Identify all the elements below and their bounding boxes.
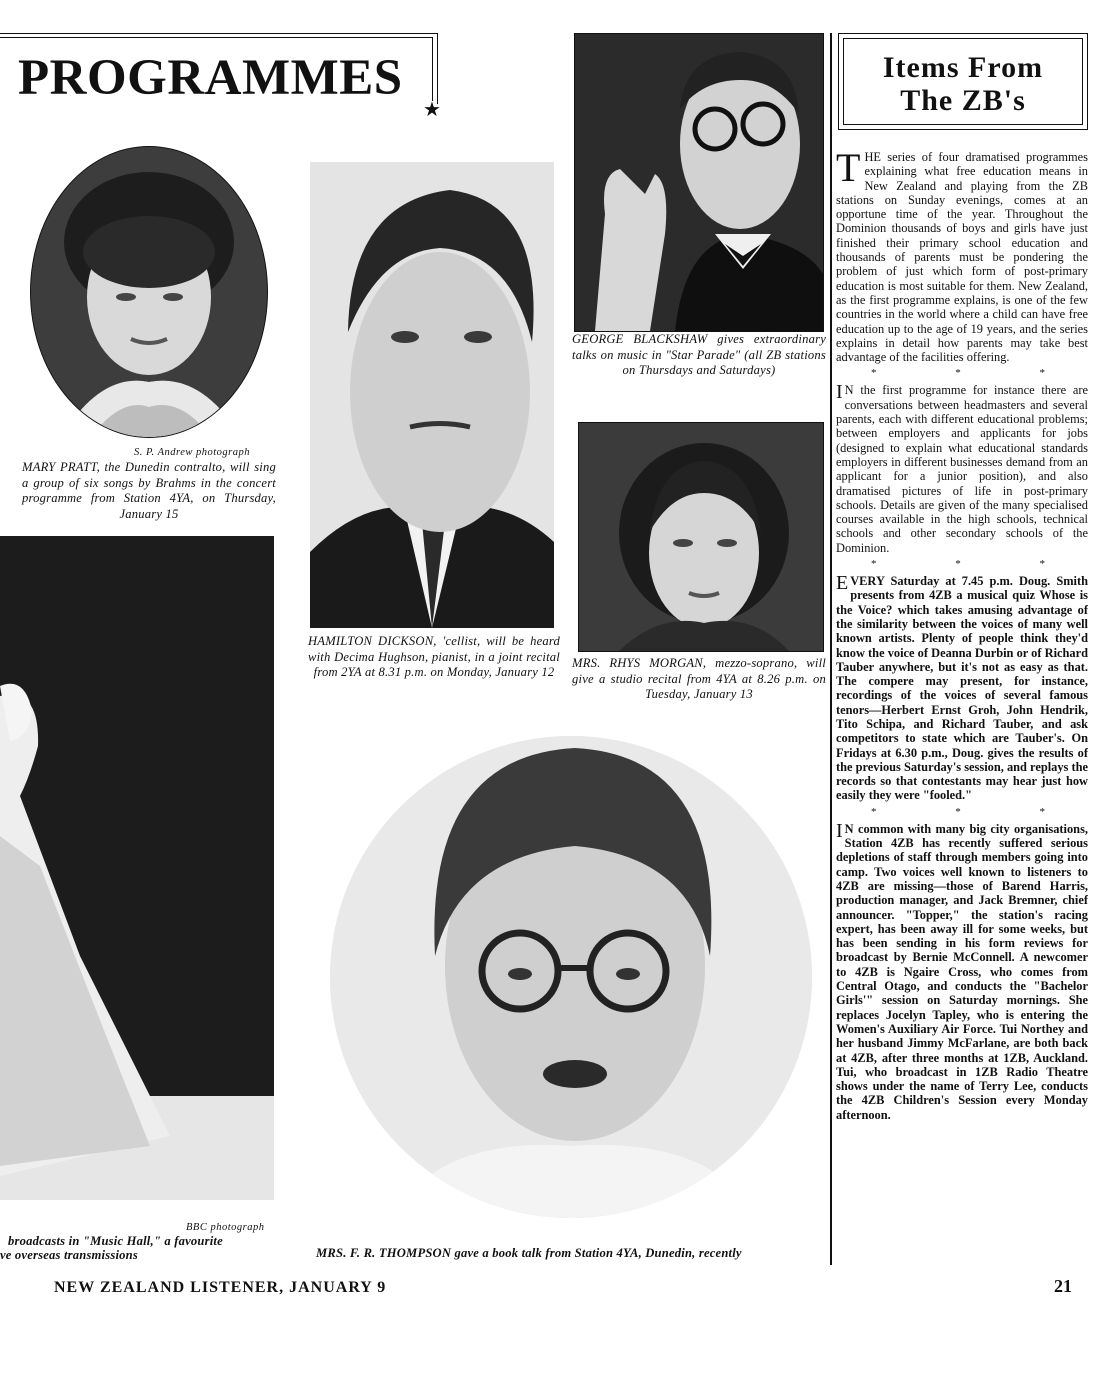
- photo-rhys-morgan: [578, 422, 824, 652]
- caption-george-blackshaw: GEORGE BLACKSHAW gives extraordinary talks on music in "Star Parade" (all ZB stations on Thursdays and Saturdays): [572, 332, 826, 377]
- section-separator: * * *: [871, 558, 1083, 571]
- sidebar-paragraph-4: I N common with many big city organisations, Station 4ZB has recently suffered serious depletions of staff through members going into camp. Two voices well known to listeners to 4ZB are missing—those of Barend Harris, production manager, and Jack Bremner, chief announcer. "Topper," the station's racing expert, has been away ill for some weeks, but has been sending in his form reviews for broadcast by Bernie McConnell. A newcomer to 4ZB is Ngaire Cross, who comes from Central Otago, and conducts the "Bachelor Girls'" session on Saturday mornings. She replaces Jocelyn Tapley, who is entering the Women's Auxiliary Air Force. Tui Northey and her husband Jimmy McFarlane, are both back at 4ZB, after three months at 1ZB, Auckland. Tui, who broadcast in 1ZB Radio Theatre shows under the name of Terry Lee, conducts the 4ZB Children's Session every Monday afternoon.: [836, 819, 1088, 1122]
- caption-mary-pratt: MARY PRATT, the Dunedin contralto, will sing a group of six songs by Brahms in the concert programme from Station 4YA, on Thursday, January 15: [22, 460, 276, 521]
- column-rule: [830, 33, 832, 1265]
- photo-thompson: [330, 736, 812, 1218]
- section-separator: * * *: [871, 367, 1083, 380]
- photo-george-blackshaw: [574, 33, 824, 332]
- page-number: 21: [1054, 1276, 1072, 1296]
- sidebar-title-line1: Items From: [882, 51, 1044, 84]
- sidebar-paragraph-2: I N the first programme for instance there are conversations between headmasters and several parents, each with different educational problems; between employers and applicants for jobs (designed to explain what educational standards employers in different businesses demand from an applicant for a junior position), and also dramatised pictures of life in post-primary schools. Details are given of the many specialised courses available in the high schools, technical schools and other secondary schools of the Dominion.: [836, 381, 1088, 555]
- sidebar-paragraph-1: THE series of four dramatised programmes explaining what free education means in New Zealand and playing from the ZB stations on Sunday evenings, comes at an opportune time of the year. Throughout the Dominion thousands of boys and girls have just finished their primary school education and thousands of parents must be pondering the problem of just which form of post-primary education is most suitable for them. New Zealand, as the first programme explains, is one of the few countries in the world where a child can have free education up to the age of 19 years, and the series explains in detail how parents may take best advantage of the facilities offering.: [836, 150, 1088, 365]
- footer-publication: NEW ZEALAND LISTENER, JANUARY 9: [54, 1279, 387, 1296]
- caption-hamilton-dickson: HAMILTON DICKSON, 'cellist, will be heard with Decima Hughson, pianist, in a joint recital from 2YA at 8.31 p.m. on Monday, January 12: [308, 634, 560, 679]
- caption-bbc-line1: broadcasts in "Music Hall," a favourite: [8, 1234, 223, 1248]
- caption-thompson: MRS. F. R. THOMPSON gave a book talk from Station 4YA, Dunedin, recently: [316, 1246, 742, 1260]
- initial-letter: I: [836, 381, 843, 404]
- section-separator: * * *: [871, 805, 1083, 818]
- sidebar-title-line2: The ZB's: [900, 84, 1026, 117]
- caption-rhys-morgan: MRS. RHYS MORGAN, mezzo-soprano, will give a studio recital from 4YA at 8.26 p.m. on Tuesday, January 13: [572, 656, 826, 701]
- initial-letter: E: [836, 572, 849, 595]
- page-title: PROGRAMMES: [18, 50, 403, 106]
- sidebar-title-box: [838, 33, 1088, 130]
- photo-bbc-music-hall: [0, 536, 274, 1200]
- star-icon: ★: [423, 99, 441, 121]
- photo-hamilton-dickson: [310, 162, 554, 628]
- credit-bbc: BBC photograph: [186, 1222, 265, 1233]
- credit-mary-pratt: S. P. Andrew photograph: [134, 447, 251, 458]
- sidebar-body: [836, 150, 1088, 1265]
- photo-mary-pratt: [30, 146, 268, 438]
- caption-bbc-line2: ve overseas transmissions: [0, 1248, 138, 1262]
- sidebar-paragraph-3: EVERY Saturday at 7.45 p.m. Doug. Smith presents from 4ZB a musical quiz Whose is the Voice? which takes amusing advantage of the similarity between the voices of many well known artists. Plenty of people think they'd know the voice of Deanna Durbin or of Richard Tauber anywhere, but it's not as easy as that. The compere may present, for instance, recordings of the voices of several famous tenors—Herbert Ernst Groh, John Hendrik, Tito Schipa, and Richard Tauber, and ask competitors to state which are Tauber's. On Fridays at 6.30 p.m., Doug. gives the results of the previous Saturday's session, and replays the records so that contestants may hear just how easily they were "fooled.": [836, 572, 1088, 803]
- initial-letter: I: [836, 819, 843, 842]
- drop-cap: T: [836, 150, 861, 190]
